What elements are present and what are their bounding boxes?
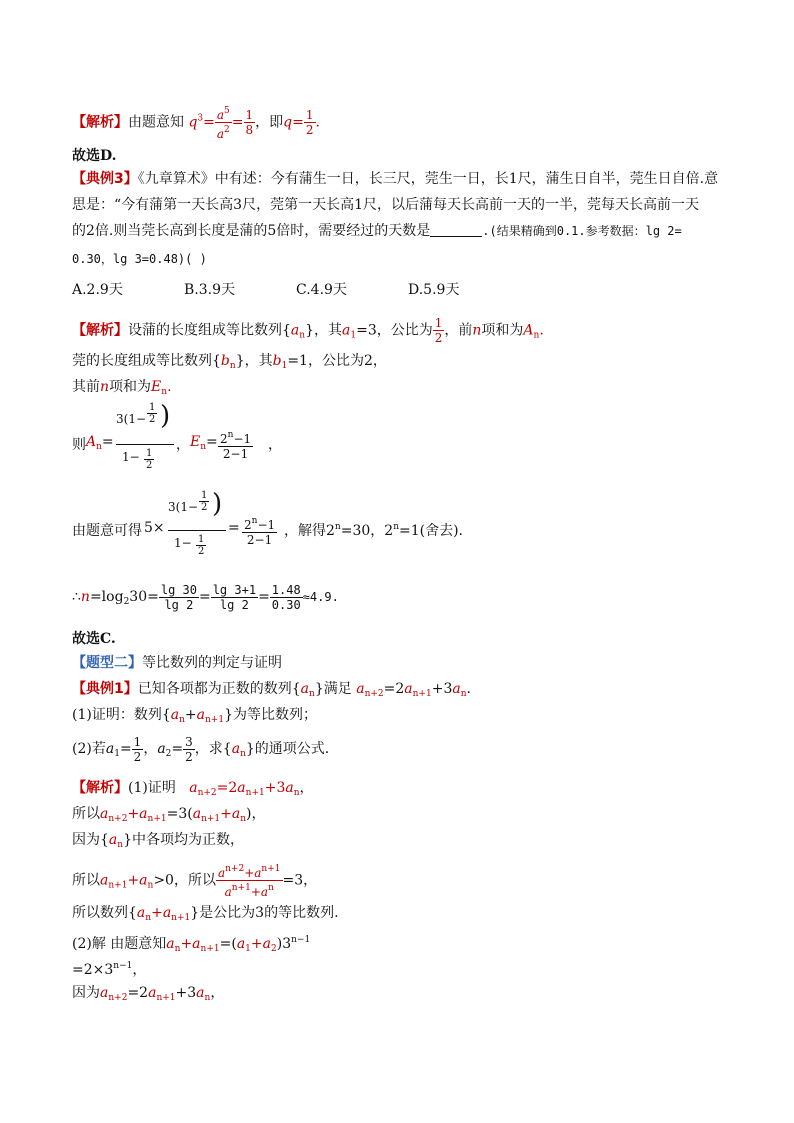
option-b: B.3.9天 (184, 282, 236, 298)
log-computation: $\therefore n=\log_230=$ $\frac{\lg 30}{\lg 2}$ = $\frac{\lg 3+1}{\lg 2}$ = $\frac{1.48}{0.30}$ ≈4.9. (72, 582, 339, 612)
jiexi-tag: 【解析】 (72, 114, 128, 131)
fraction: $\frac{1.48}{0.30}$ (271, 582, 301, 612)
example1-line: 【典例1】已知各项都为正数的数列$\{a_n\}$满足 $a_{n+2}=2a_{n+1}+3a_n$. (72, 681, 471, 699)
fraction: $\frac{1}{2}$ (305, 108, 314, 137)
section-heading-2: 【题型二】等比数列的判定与证明 (72, 655, 282, 671)
formula-equation: 由题意可得 5× 3(1− $\frac{1}{2}$ ) 1− $\frac{1}{2}$ = $\frac{2^n-1}{2-1}$ ，解得$2^n=30$，$2^n=1$(舍去). (72, 489, 463, 557)
option-d: D.5.9天 (408, 282, 460, 298)
option-a: A.2.9天 (72, 282, 123, 298)
example3-line-3: 的2倍.则当莞长高到长度是蒲的5倍时，需要经过的天数是 .(结果精确到0.1.参考数据：lg 2= (72, 223, 682, 239)
solution-line-1: 【解析】由题意知 $q^3=$ $\frac{a^5}{a^2}$ = $\frac{1}{8}$ ，即q= $\frac{1}{2}$ . (72, 106, 320, 141)
answer-c: 故选C. (72, 631, 116, 647)
fraction: $\frac{1}{2}$ (434, 316, 443, 345)
section-tag: 【题型二】 (72, 655, 142, 671)
sol2-line-2: $=2\times 3^{n-1}$， (72, 961, 147, 978)
options-row (72, 279, 520, 301)
answer-d: 故选D. (72, 148, 117, 164)
sol3-line-2: 莞的长度组成等比数列$\{b_n\}$，其$b_1=1$，公比为2， (72, 353, 387, 371)
example3-line-2: 思是：“今有蒲第一天长高3尺，莞第一天长高1尺，以后蒲每天长高前一天的一半，莞每天长高前一天 (72, 197, 699, 213)
fraction: $\frac{a^5}{a^2}$ (216, 106, 230, 141)
sol1-line-1: 【解析】(1)证明 $a_{n+2}=2a_{n+1}+3a_n$， (72, 780, 314, 798)
example1-tag: 【典例1】 (72, 681, 138, 697)
fraction: $\frac{a^{n+2}+a^{n+1}}{a^{n+1}+a^n}$ (217, 864, 281, 899)
example3-tag: 【典例3】 (72, 171, 138, 187)
sol1-line-4: 所以$a_{n+1}+a_n>0$，所以 $\frac{a^{n+2}+a^{n+1}}{a^{n+1}+a^n}$ =3， (72, 864, 318, 899)
question-1: (1)证明：数列$\{a_n+a_{n+1}\}$为等比数列； (72, 707, 317, 725)
sol1-line-3: 因为$\{a_n\}$中各项均为正数， (72, 832, 244, 850)
formula-An-En: 则 $A_n=$ 3(1− $\frac{1}{2}$ ) 1− $\frac{1}{2}$ ， $E_n=$ $\frac{2^n-1}{2-1}$ ， (72, 401, 282, 471)
question-2: (2)若$a_1=$ $\frac{1}{2}$ ，$a_2=$ $\frac{3}{2}$ ，求$\{a_n\}$的通项公式. (72, 734, 330, 764)
fraction: $\frac{1}{8}$ (245, 108, 254, 137)
fraction: $\frac{3}{2}$ (185, 734, 193, 764)
example3-line-4: 0.30，lg 3=0.48)( ) (72, 252, 207, 266)
sol3-line-3: 其前n项和为$E_n$. (72, 379, 172, 397)
fraction: $\frac{\lg 3+1}{\lg 2}$ (212, 582, 257, 612)
fraction: $\frac{\lg 30}{\lg 2}$ (160, 582, 197, 612)
option-c: C.4.9天 (296, 282, 347, 298)
sol3-line-1: 【解析】设蒲的长度组成等比数列$\{a_n\}$，其$a_1=3$，公比为 $\frac{1}{2}$ ，前n项和为$A_n$. (72, 316, 544, 345)
sol1-line-2: 所以$a_{n+2}+a_{n+1}=3(a_{n+1}+a_n)$， (72, 806, 266, 824)
answer-blank (430, 222, 482, 237)
fraction: $\frac{1}{2}$ (133, 734, 142, 764)
sol2-line-3: 因为$a_{n+2}=2a_{n+1}+3a_n$， (72, 985, 225, 1003)
sol2-line-1: (2)解 由题意知$a_n+a_{n+1}=(a_1+a_2)3^{n-1}$ (72, 935, 311, 954)
example3-line-1: 【典例3】《九章算术》中有述：今有蒲生一日，长三尺，莞生一日，长1尺，蒲生日自半，莞生日自倍.意 (72, 171, 719, 187)
sol1-line-5: 所以数列$\{a_n+a_{n+1}\}$是公比为3的等比数列. (72, 905, 339, 923)
